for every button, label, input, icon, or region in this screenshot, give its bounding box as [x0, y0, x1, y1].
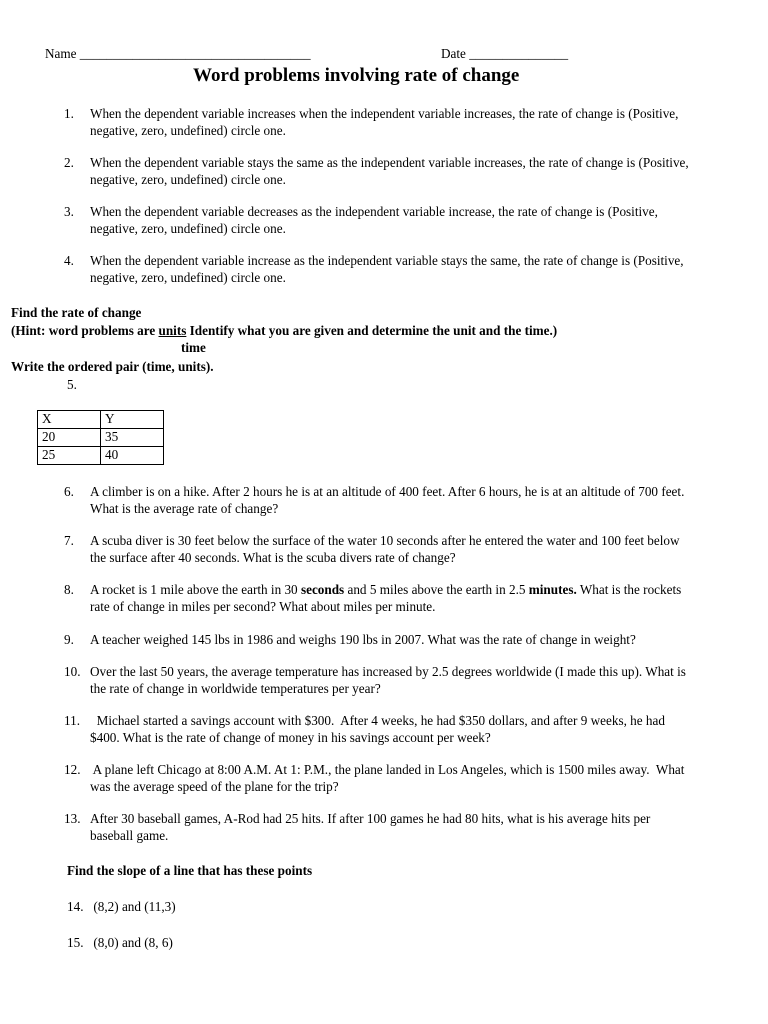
table-header-row [38, 411, 164, 429]
question-number: 9. [64, 632, 74, 647]
q8-text-a: A rocket is 1 mile above the earth in 30 [90, 582, 301, 597]
question-4 [64, 253, 734, 287]
question-1 [64, 106, 734, 140]
question-number: 13. [64, 811, 81, 826]
question-12 [64, 762, 734, 796]
question-text [90, 582, 740, 599]
table-cell: 40 [101, 447, 164, 465]
question-text-cont: $400. What is the rate of change of money in his savings account per week? [90, 729, 491, 745]
question-3 [64, 204, 734, 238]
date-field-label: Date _______________ [441, 46, 569, 61]
question-text-cont: negative, zero, undefined) circle one. [90, 122, 286, 138]
question-text-cont: baseball game. [90, 827, 169, 843]
question-text: After 30 baseball games, A-Rod had 25 hits. If after 100 games he had 80 hits, what is his average hits per [90, 811, 651, 826]
question-7 [64, 533, 734, 567]
table-cell: 20 [38, 429, 101, 447]
question-number: 10. [64, 664, 81, 679]
question-text: A plane left Chicago at 8:00 A.M. At 1: P.M., the plane landed in Los Angeles, which is 1500 miles away. What [90, 762, 685, 777]
hint-prefix: (Hint: word problems are [11, 323, 159, 338]
question-8 [64, 582, 734, 616]
question-13 [64, 811, 734, 845]
question-10 [64, 664, 734, 698]
xy-table [37, 410, 164, 465]
hint-suffix: Identify what you are given and determine the unit and the time.) [186, 323, 558, 338]
question-15: 15. (8,0) and (8, 6) [67, 935, 173, 950]
q8-seconds-emphasis: seconds [300, 582, 345, 597]
question-number: 12. [64, 762, 81, 777]
question-text: When the dependent variable increase as the independent variable stays the same, the rate of change is (Positive, [90, 253, 684, 268]
question-text: A teacher weighed 145 lbs in 1986 and weighs 190 lbs in 2007. What was the rate of change in weight? [90, 632, 636, 647]
section-heading-rate: Find the rate of change [11, 305, 142, 320]
table-row [38, 447, 164, 465]
question-number: 7. [64, 533, 74, 548]
name-field-label: Name ___________________________________ [45, 46, 311, 61]
q8-text-e: What is the rockets [576, 582, 682, 597]
question-text-cont: negative, zero, undefined) circle one. [90, 171, 286, 187]
question-number: 6. [64, 484, 74, 499]
q8-minutes-emphasis: minutes. [528, 582, 577, 597]
table-cell: 35 [101, 429, 164, 447]
question-5-number: 5. [67, 377, 77, 392]
question-text-cont: the rate of change in worldwide temperatures per year? [90, 680, 381, 696]
question-text-cont: What is the average rate of change? [90, 500, 279, 516]
question-text: A climber is on a hike. After 2 hours he is at an altitude of 400 feet. After 6 hours, he is at an altitude of 700 feet. [90, 484, 685, 499]
table-cell: 25 [38, 447, 101, 465]
question-number: 3. [64, 204, 74, 219]
section-heading-slope: Find the slope of a line that has these points [67, 863, 313, 878]
ordered-pair-instruction: Write the ordered pair (time, units). [11, 359, 214, 374]
page-title: Word problems involving rate of change [193, 65, 520, 86]
table-header-cell: X [38, 411, 101, 429]
question-text-cont: negative, zero, undefined) circle one. [90, 269, 286, 285]
question-text: When the dependent variable decreases as the independent variable increase, the rate of change is (Positive, [90, 204, 658, 219]
table-header-cell: Y [101, 411, 164, 429]
question-text: When the dependent variable stays the same as the independent variable increases, the rate of change is (Positive, [90, 155, 689, 170]
question-number: 8. [64, 582, 74, 597]
hint-line [11, 323, 557, 340]
question-2 [64, 155, 734, 189]
hint-time: time [181, 340, 206, 355]
question-text-cont: rate of change in miles per second? What about miles per minute. [90, 598, 436, 614]
question-11 [64, 713, 734, 747]
hint-units: units [158, 323, 187, 338]
question-number: 11. [64, 713, 80, 728]
question-text-cont: negative, zero, undefined) circle one. [90, 220, 286, 236]
question-9 [64, 632, 734, 649]
q8-text-c: and 5 miles above the earth in 2.5 [344, 582, 529, 597]
question-number: 2. [64, 155, 74, 170]
question-6 [64, 484, 734, 518]
question-number: 1. [64, 106, 74, 121]
question-text: Michael started a savings account with $300. After 4 weeks, he had $350 dollars, and after 9 weeks, he had [90, 713, 665, 728]
question-text: When the dependent variable increases when the independent variable increases, the rate of change is (Positive, [90, 106, 679, 121]
table-row [38, 429, 164, 447]
question-14: 14. (8,2) and (11,3) [67, 899, 176, 914]
question-text-cont: the surface after 40 seconds. What is the scuba divers rate of change? [90, 549, 456, 565]
question-text: A scuba diver is 30 feet below the surface of the water 10 seconds after he entered the water and 100 feet below [90, 533, 680, 548]
question-text-cont: was the average speed of the plane for the trip? [90, 778, 339, 794]
question-number: 4. [64, 253, 74, 268]
question-text: Over the last 50 years, the average temperature has increased by 2.5 degrees worldwide (I made this up). What is [90, 664, 686, 679]
